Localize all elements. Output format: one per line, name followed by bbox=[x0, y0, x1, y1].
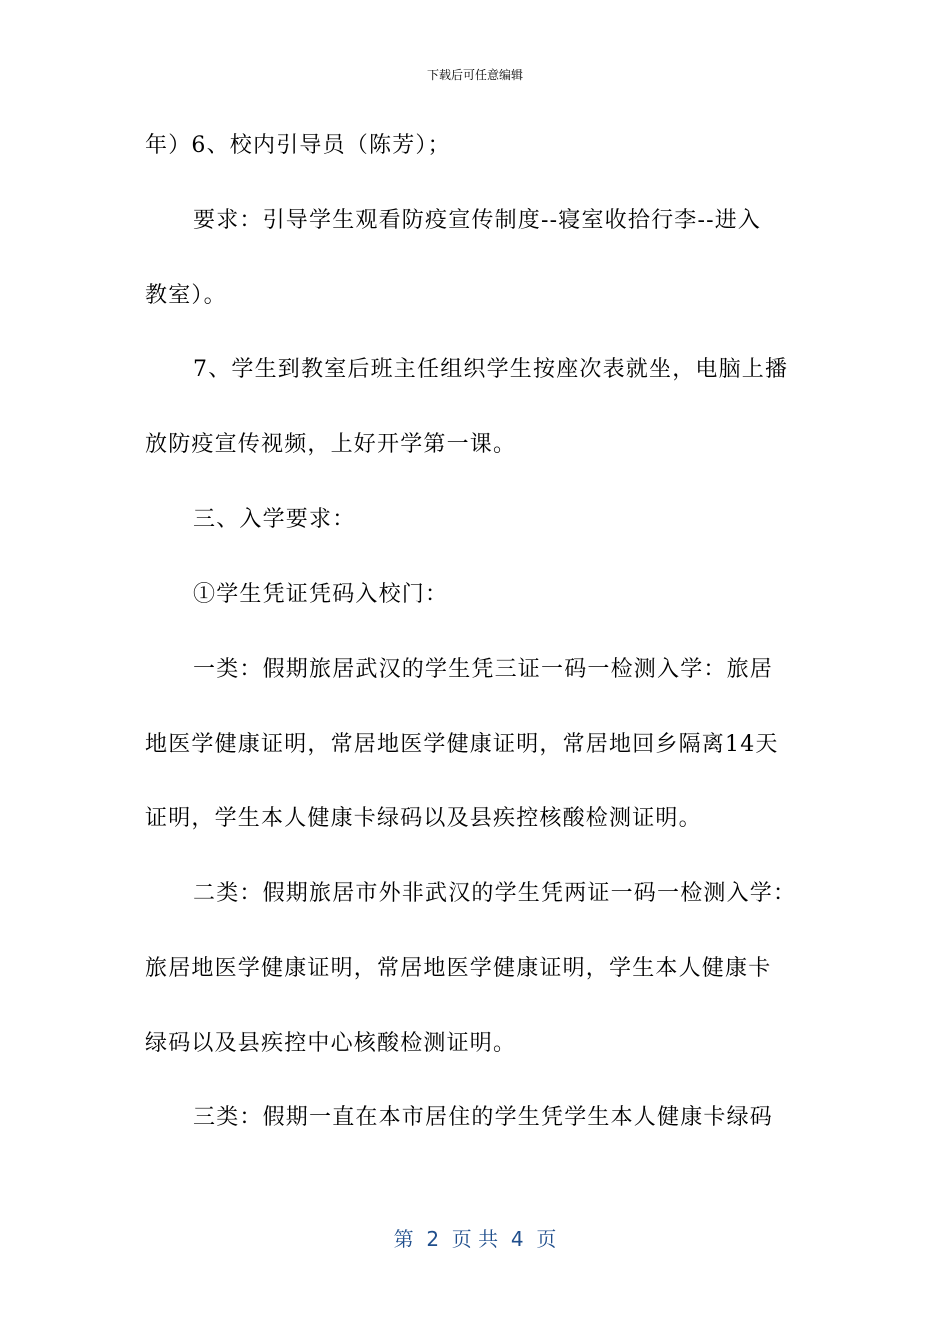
text-line: 地医学健康证明，常居地医学健康证明，常居地回乡隔离14天 bbox=[145, 732, 779, 757]
text-line: 旅居地医学健康证明，常居地医学健康证明，学生本人健康卡 bbox=[145, 956, 772, 981]
header-note: 下载后可任意编辑 bbox=[426, 68, 523, 82]
text-line: ①学生凭证凭码入校门： bbox=[193, 582, 449, 607]
text-line: 年）6、校内引导员（陈芳）； bbox=[145, 133, 451, 158]
text-line: 三类：假期一直在本市居住的学生凭学生本人健康卡绿码 bbox=[193, 1105, 774, 1130]
text-line: 放防疫宣传视频，上好开学第一课。 bbox=[145, 432, 517, 457]
text-line: 要求：引导学生观看防疫宣传制度--寝室收拾行李--进入 bbox=[193, 208, 762, 233]
text-line: 一类：假期旅居武汉的学生凭三证一码一检测入学：旅居 bbox=[193, 657, 774, 682]
text-line: 7、学生到教室后班主任组织学生按座次表就坐，电脑上播 bbox=[193, 357, 789, 382]
page-number-footer: 第 2 页 共 4 页 bbox=[393, 1227, 557, 1251]
text-line: 教室）。 bbox=[145, 283, 227, 308]
section-heading: 三、入学要求： bbox=[193, 507, 356, 532]
text-line: 绿码以及县疾控中心核酸检测证明。 bbox=[145, 1031, 517, 1056]
text-line: 证明，学生本人健康卡绿码以及县疾控核酸检测证明。 bbox=[145, 806, 702, 831]
text-line: 二类：假期旅居市外非武汉的学生凭两证一码一检测入学： bbox=[193, 881, 797, 906]
